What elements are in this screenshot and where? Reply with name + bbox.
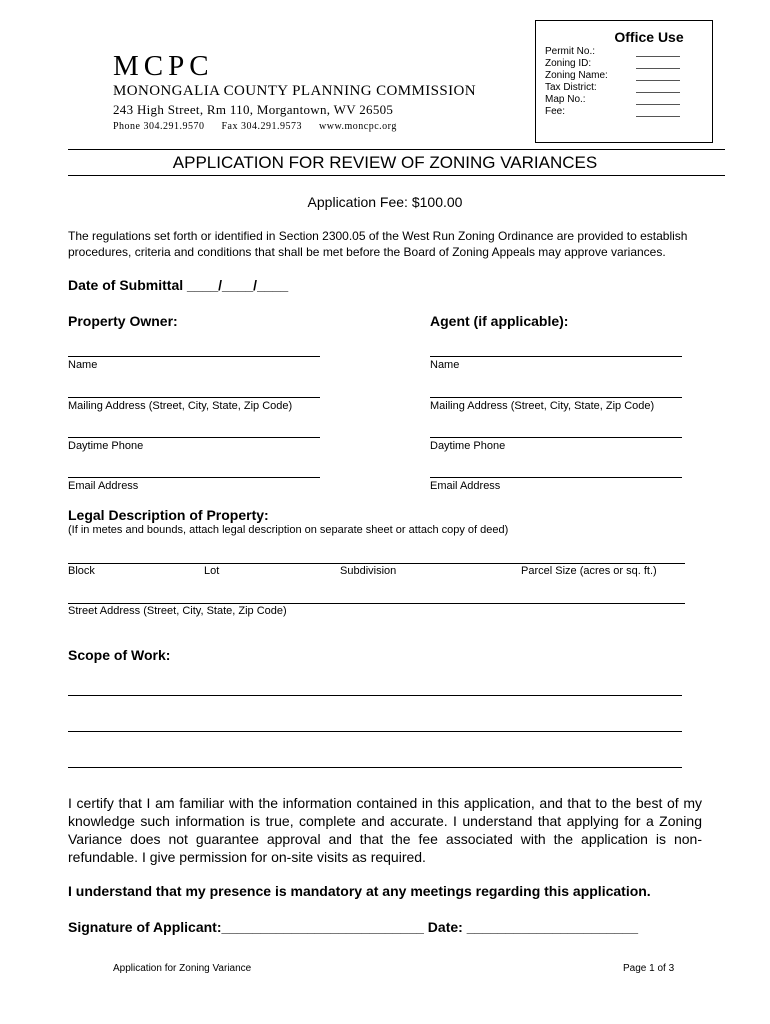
office-field-zoning-id: Zoning ID: xyxy=(545,58,592,69)
owner-name-line[interactable] xyxy=(68,356,320,357)
header-divider-bottom xyxy=(68,175,725,176)
agent-email-line[interactable] xyxy=(430,477,682,478)
owner-address-line[interactable] xyxy=(68,397,320,398)
street-address-line[interactable] xyxy=(68,603,685,604)
agent-address-label: Mailing Address (Street, City, State, Zip Code) xyxy=(430,400,655,412)
footer-page-number: Page 1 of 3 xyxy=(623,963,675,974)
office-line-fee xyxy=(636,116,680,117)
subdivision-label: Subdivision xyxy=(340,565,397,577)
legal-description-note: (If in metes and bounds, attach legal description on separate sheet or attach copy of deed) xyxy=(68,524,509,536)
owner-email-line[interactable] xyxy=(68,477,320,478)
org-address: 243 High Street, Rm 110, Morgantown, WV 26505 xyxy=(113,102,394,117)
scope-line-3[interactable] xyxy=(68,767,682,768)
parcel-size-label: Parcel Size (acres or sq. ft.) xyxy=(521,565,657,577)
application-fee: Application Fee: $100.00 xyxy=(307,194,463,210)
street-address-label: Street Address (Street, City, State, Zip Code) xyxy=(68,605,287,617)
owner-name-label: Name xyxy=(68,359,98,371)
intro-paragraph: The regulations set forth or identified in Section 2300.05 of the West Run Zoning Ordinance are provided to establish procedures, criteria and conditions that shall be met before the Board of Zoning Appeals may approve variances. xyxy=(68,229,688,259)
form-title: APPLICATION FOR REVIEW OF ZONING VARIANCES xyxy=(172,153,598,172)
agent-name-line[interactable] xyxy=(430,356,682,357)
org-contact xyxy=(113,121,411,132)
legal-description-heading: Legal Description of Property: xyxy=(68,507,269,523)
office-line-zoning-name xyxy=(636,80,680,81)
office-use-box xyxy=(535,20,713,143)
owner-email-label: Email Address xyxy=(68,480,139,492)
office-field-permit-no: Permit No.: xyxy=(545,46,596,57)
signature-line[interactable]: Signature of Applicant:__________________________ Date: ______________________ xyxy=(68,919,639,935)
office-line-zoning-id xyxy=(636,68,680,69)
lot-label: Lot xyxy=(204,565,220,577)
agent-address-line[interactable] xyxy=(430,397,682,398)
block-label: Block xyxy=(68,565,95,577)
office-field-tax-district: Tax District: xyxy=(545,82,597,93)
owner-phone-label: Daytime Phone xyxy=(68,440,144,452)
office-field-map-no: Map No.: xyxy=(545,94,586,105)
property-details-line[interactable] xyxy=(68,563,685,564)
agent-phone-label: Daytime Phone xyxy=(430,440,506,452)
owner-phone-line[interactable] xyxy=(68,437,320,438)
owner-address-label: Mailing Address (Street, City, State, Zip Code) xyxy=(68,400,293,412)
office-line-tax-district xyxy=(636,92,680,93)
office-field-zoning-name: Zoning Name: xyxy=(545,70,608,81)
office-field-fee: Fee: xyxy=(545,106,566,117)
org-name: MONONGALIA COUNTY PLANNING COMMISSION xyxy=(113,83,477,99)
agent-phone-line[interactable] xyxy=(430,437,682,438)
agent-name-label: Name xyxy=(430,359,460,371)
org-fax: Fax 304.291.9573 xyxy=(221,121,302,132)
date-of-submittal[interactable]: Date of Submittal ____/____/____ xyxy=(68,277,289,293)
scope-of-work-heading: Scope of Work: xyxy=(68,647,171,663)
property-owner-heading: Property Owner: xyxy=(68,313,178,329)
scope-line-2[interactable] xyxy=(68,731,682,732)
agent-heading: Agent (if applicable): xyxy=(430,313,569,329)
org-website: www.moncpc.org xyxy=(319,121,397,132)
org-logo-text: MCPC xyxy=(113,50,214,82)
certification-text: I certify that I am familiar with the information contained in this application, and that to the best of my knowledge such information is true, complete and accurate. I understand that applying for a Zoning Variance does not guarantee approval and that the fee associated with the application is non-refundable. I give permission for on-site visits as required. xyxy=(68,795,702,865)
office-line-map-no xyxy=(636,104,680,105)
footer-form-name: Application for Zoning Variance xyxy=(113,963,252,974)
scope-line-1[interactable] xyxy=(68,695,682,696)
office-line-permit-no xyxy=(636,56,680,57)
presence-statement: I understand that my presence is mandatory at any meetings regarding this application. xyxy=(68,883,651,899)
org-phone: Phone 304.291.9570 xyxy=(113,121,205,132)
office-use-title: Office Use xyxy=(614,29,684,45)
header-divider-top xyxy=(68,149,725,150)
agent-email-label: Email Address xyxy=(430,480,501,492)
